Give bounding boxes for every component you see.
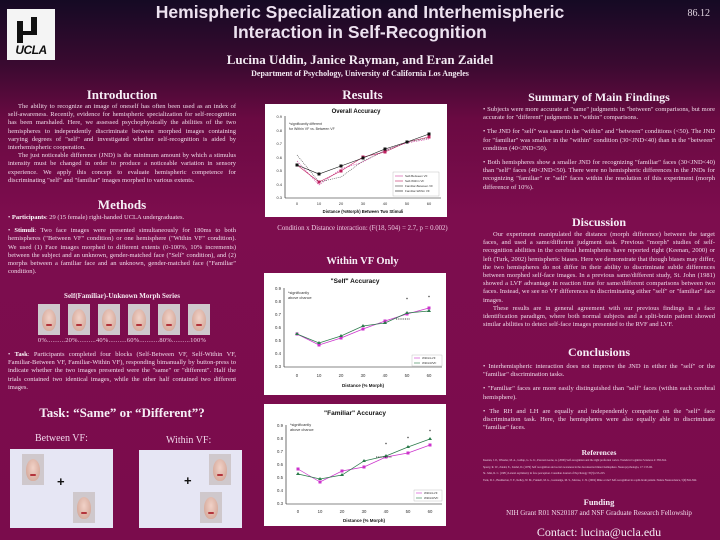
morph-face-100 — [188, 304, 210, 335]
reference-item: Sperry, R. W., Zaidel, E., Zaidel, D. (1979) Self recognition and social awareness in the deconnected minor hemisphere. Neuropsychologia, 17: 153-66. — [483, 465, 653, 469]
svg-text:*significantly different: *significantly different — [289, 122, 323, 126]
svg-text:0.3: 0.3 — [276, 195, 282, 200]
morph-percent-row: 0%..........20%..........40%..........60%...........80%..........100% — [37, 337, 207, 344]
discussion-paragraph: These results are in general agreement with our previous findings in a face identification paradigm, where both normal subjects and a split-brain patient showed similar abilities to detect self-face images presented to the RVF and LVF. — [483, 304, 715, 329]
summary-heading: Summary of Main Findings — [528, 90, 670, 104]
svg-text:Familiar-Within VF: Familiar-Within VF — [405, 189, 430, 193]
chart-title: Overall Accuracy — [331, 109, 381, 115]
overall-accuracy-chart — [265, 104, 447, 217]
conclusion-bullet: • Interhemispheric interaction does not improve the JND in either the "self" or the "familiar" discrimination tasks. — [483, 363, 715, 379]
svg-text:0.8: 0.8 — [276, 128, 282, 133]
svg-text:0: 0 — [296, 509, 300, 514]
svg-text:0.9: 0.9 — [275, 286, 281, 291]
chart-title: "Self" Accuracy — [330, 278, 380, 285]
methods-body — [8, 214, 236, 281]
self-accuracy-plot — [264, 273, 446, 395]
conclusion-bullet-text: "Familiar" faces are more easily distinguished than "self" faces (within each cerebral hemisphere). — [483, 385, 716, 401]
task-text: : Participants completed four blocks (Self-Between VF, Self-Within VF, Familiar-Between VF, Familiar-Within VF), responding bimanually by button-press to indicate whether the two images presented were the "same" or "different". Half the trials contained two identical images, while the other half contained two different images. — [8, 351, 236, 391]
svg-text:0.9: 0.9 — [277, 423, 283, 428]
morph-series-title: Self(Familiar)-Unknown Morph Series — [64, 292, 180, 300]
svg-text:10: 10 — [317, 509, 323, 514]
conclusions-body — [483, 363, 715, 437]
morph-face-0 — [38, 304, 60, 335]
conclusions-heading: Conclusions — [567, 345, 631, 359]
funding-text: NIH Grant R01 NS20187 and NSF Graduate Research Fellowship — [506, 509, 692, 517]
svg-text:Self-Between VF: Self-Between VF — [405, 174, 428, 178]
discussion-body — [483, 231, 715, 329]
references-list — [483, 459, 715, 483]
contact-email[interactable]: Contact: lucina@ucla.edu — [536, 525, 662, 539]
participants-label: Participants — [11, 214, 46, 221]
lower-face — [200, 492, 222, 523]
face-image-icon — [162, 309, 176, 331]
morph-series — [8, 304, 236, 344]
intro-paragraph: The just noticeable difference (JND) is the minimum amount by which a stimulus intensity must be changed in order to produce a noticeable variation in sensory experience. We apply this concept to evaluate hemispheric competence for discriminating "self" and "familiar" images morphed to various extents. — [8, 152, 236, 184]
task-figure-heading: Task: “Same” or “Different”? — [39, 405, 205, 420]
summary-bullet: • Subjects were more accurate at "same" judgments in "between" comparisons, but more accurate for "different" judgments in "within" comparisons. — [483, 106, 715, 122]
svg-text:*significantly: *significantly — [290, 423, 312, 427]
svg-text:30: 30 — [360, 201, 366, 206]
between-vf-panel — [10, 449, 113, 528]
upper-face — [209, 454, 231, 485]
svg-text:Familiar-Between VF: Familiar-Between VF — [405, 184, 434, 188]
summary-bullet-text: The JND for "self" was same in the "within" and "between" conditions (<50). The JND for "familiar" was smaller in the "within" condition (30<JND<40) than in the "between" condition (40<JND<50). — [483, 128, 715, 152]
svg-text:0.8: 0.8 — [277, 436, 283, 441]
svg-text:30: 30 — [361, 509, 367, 514]
logo-text: UCLA — [15, 43, 47, 57]
svg-text:WithinRVF: WithinRVF — [424, 496, 439, 500]
conclusion-bullet: • "Familiar" faces are more easily distinguished than "self" faces (within each cerebral hemisphere). — [483, 385, 716, 401]
svg-text:50: 50 — [404, 373, 410, 378]
svg-text:0.4: 0.4 — [277, 488, 283, 493]
discussion-heading: Discussion — [571, 215, 627, 229]
svg-text:*: * — [384, 443, 388, 448]
face-image-icon — [26, 459, 40, 481]
svg-text:0.5: 0.5 — [277, 475, 283, 480]
familiar-accuracy-plot — [264, 404, 446, 526]
chart-legend — [393, 172, 439, 196]
task-label: Task — [14, 351, 28, 358]
face-image-icon — [132, 309, 146, 331]
interaction-caption: Condition x Distance interaction: (F(18, 504) = 2.7, p = 0.002) — [277, 225, 448, 232]
stimuli-bullet: • Stimuli: Two face images were presented simultaneously for 180ms to both hemispheres ("Between VF" condition) or one hemisphere ("Within VF" condition). We used (1) Face images morphed to different extents (0-100%, 10% increments) between the subject and an unknown, gender-matched face ("Self" condition), and (2) morphs between a familiar face and an unknown, gender-matched face ("Familiar" condition). — [8, 227, 236, 276]
logo-mark-icon — [13, 17, 49, 43]
svg-text:10: 10 — [316, 373, 322, 378]
svg-text:50: 50 — [404, 201, 410, 206]
svg-text:WithinLVF: WithinLVF — [422, 356, 436, 360]
face-image-icon — [77, 497, 91, 519]
face-image-icon — [42, 309, 56, 331]
svg-text:20: 20 — [338, 201, 344, 206]
intro-paragraph: The ability to recognize an image of oneself has often been used as an index of self-awareness. Recently, evidence for hemispheric specialization for self-recognition has been marshaled. Here, we assessed psychophysically the abilities of the two hemispheres to independently discriminate between morphed images containing varying degrees of "self" and investigated whether self-recognition is aided by interhemispheric cooperation. — [8, 103, 236, 152]
introduction-body — [8, 103, 236, 185]
reference-item: Keenan, J. P., Wheeler, M. A., Gallup, G. G. Jr., Pascual-Leone, A. (2000) Self-recognition and the right prefrontal cortex. Trends in Cognitive Sciences 4: 338-344. — [483, 459, 667, 462]
within-vf-heading: Within VF Only — [326, 256, 399, 267]
svg-text:0.3: 0.3 — [275, 364, 281, 369]
within-vf-label: Within VF: — [166, 435, 212, 446]
svg-text:0.7: 0.7 — [276, 141, 282, 146]
svg-text:20: 20 — [339, 509, 345, 514]
svg-text:0.4: 0.4 — [275, 351, 281, 356]
morph-face-60 — [128, 304, 150, 335]
svg-text:*significantly: *significantly — [288, 291, 310, 295]
svg-text:0.5: 0.5 — [276, 168, 282, 173]
svg-text:60: 60 — [426, 201, 432, 206]
summary-bullet: • The JND for "self" was same in the "within" and "between" conditions (<50). The JND for "familiar" was smaller in the "within" condition (30<JND<40) than in the "between" condition (40<JND<50). — [483, 128, 715, 152]
chart-title: "Familiar" Accuracy — [324, 410, 386, 417]
reference-item: St. John, R. C. (1981) Lateral asymmetry in face perception. Canadian Journal of Psychology 35(3):213-223. — [483, 472, 606, 475]
within-vf-panel — [139, 450, 242, 528]
reference-item: Turk, D. J., Heatherton, T. F., Kelley, W. M., Funnell, M. G., Gazzaniga, M. S., Macrae, C. N. (2002) Mike or me? Self-recognition in a split-brain patient. Nature Neuroscience, 5(9):841-842. — [483, 478, 698, 482]
svg-text:0.4: 0.4 — [276, 182, 282, 187]
conclusion-bullet-text: The RH and LH are equally and independently competent on the "self" face discrimination task. Here, the hemispheres were also equally able to discriminate "familiar" faces. — [483, 407, 715, 432]
svg-text:0.7: 0.7 — [277, 449, 283, 454]
stimuli-text: : Two face images were presented simultaneously for 180ms to both hemispheres ("Between VF" condition) or one hemisphere ("Within VF" condition). We used (1) Face images morphed to different extents (0-100%, 10% increments) between the subject and an unknown, gender-matched face ("Self" condition), and (2) morphs between a familiar face and an unknown, gender-matched face ("Familiar" condition). — [8, 227, 236, 276]
task-bullet: • Task: Participants completed four blocks (Self-Between VF, Self-Within VF, Familiar-Between VF, Familiar-Within VF), responding bimanually by button-press to indicate whether the two images presented were the "same" or "different". Half the trials contained two identical images, while the other half contained two different images. — [8, 351, 236, 391]
ucla-logo — [7, 9, 55, 60]
conclusion-bullet-text: Interhemispheric interaction does not improve the JND in either the "self" or the "familiar" discrimination tasks. — [483, 363, 715, 379]
participants-bullet: • Participants: 29 (15 female) right-handed UCLA undergraduates. — [8, 214, 185, 221]
poster-title — [100, 2, 620, 42]
fixation-cross-icon: + — [57, 474, 65, 489]
title-line-1: Hemispheric Specialization and Interhemispheric — [155, 2, 565, 22]
svg-text:20: 20 — [338, 373, 344, 378]
svg-text:0.6: 0.6 — [277, 462, 283, 467]
left-face — [22, 454, 44, 485]
task-description — [8, 351, 236, 397]
svg-text:WithinRVF: WithinRVF — [422, 361, 437, 365]
x-axis-label: Distance (% Morph) — [342, 518, 386, 523]
results-heading: Results — [342, 87, 383, 102]
svg-text:0.6: 0.6 — [275, 325, 281, 330]
svg-text:WithinLVF: WithinLVF — [424, 491, 438, 495]
svg-text:40: 40 — [383, 509, 389, 514]
between-vf-label: Between VF: — [35, 433, 88, 444]
discussion-paragraph: Our experiment manipulated the distance (morph difference) between the target faces, and used a same/different judgment task. Previous "morph" studies of self-recognition abilities in the cerebral hemispheres have reported right (Keenan, 2000) or left (Turk, 2002) hemispheric biases. Here we demonstrate that though biases may differ, the two hemispheres do not differ in their ability to discriminate subtle differences between morphed self-face images. In a previous same/different study, St. John (1981) showed a LVF advantage in reaction time for same/different comparisons between two faces. Instead, we see no VF differences in discriminating either "self" or "familiar" face images. — [483, 231, 715, 304]
svg-text:for Within VF vs. Between VF: for Within VF vs. Between VF — [289, 127, 335, 131]
svg-text:60: 60 — [427, 509, 433, 514]
svg-text:Self-Within VF: Self-Within VF — [405, 179, 425, 183]
morph-face-80 — [158, 304, 180, 335]
summary-body — [483, 106, 715, 197]
svg-text:10: 10 — [316, 201, 322, 206]
participants-text: : 29 (15 female) right-handed UCLA undergraduates. — [45, 214, 185, 221]
svg-text:60: 60 — [426, 373, 432, 378]
funding-heading: Funding — [583, 497, 615, 507]
right-face — [73, 492, 95, 523]
svg-text:*: * — [427, 296, 431, 301]
svg-text:0.6: 0.6 — [276, 155, 282, 160]
svg-text:0.7: 0.7 — [275, 312, 281, 317]
svg-text:*: * — [405, 298, 409, 303]
introduction-heading: Introduction — [86, 87, 158, 102]
face-image-icon — [192, 309, 206, 331]
overall-accuracy-plot — [265, 104, 447, 217]
face-image-icon — [72, 309, 86, 331]
svg-text:40: 40 — [382, 373, 388, 378]
fixation-cross-icon: + — [184, 473, 192, 488]
department: Department of Psychology, University of California Los Angeles — [251, 69, 469, 78]
title-line-2: Interaction in Self-Recognition — [233, 22, 487, 42]
stimuli-label: Stimuli — [14, 227, 35, 235]
svg-text:0: 0 — [295, 201, 299, 206]
conclusion-bullet: • The RH and LH are equally and independently competent on the "self" face discrimination task. Here, the hemispheres were also equally able to discriminate "familiar" faces. — [483, 407, 715, 432]
svg-text:0.9: 0.9 — [276, 114, 282, 119]
chart-legend — [414, 490, 442, 501]
face-image-icon — [204, 497, 218, 519]
summary-bullet-text: Subjects were more accurate at "same" judgments in "between" comparisons, but more accurate for "different" judgments in "within" comparisons. — [483, 106, 715, 122]
svg-text:0.3: 0.3 — [277, 501, 283, 506]
svg-text:0.8: 0.8 — [275, 299, 281, 304]
chart-legend — [412, 355, 442, 366]
face-image-icon — [213, 459, 227, 481]
methods-heading: Methods — [97, 197, 147, 212]
svg-text:0.5: 0.5 — [275, 338, 281, 343]
svg-text:30: 30 — [360, 373, 366, 378]
x-axis-label: Distance (% Morph) — [341, 383, 385, 388]
references-heading: References — [581, 448, 617, 457]
familiar-accuracy-chart — [264, 404, 446, 526]
self-accuracy-chart — [264, 273, 446, 395]
poster-number: 86.12 — [687, 8, 710, 19]
authors: Lucina Uddin, Janice Rayman, and Eran Zaidel — [226, 52, 494, 67]
summary-bullet: • Both hemispheres show a smaller JND for recognizing "familiar" faces (30<JND<40) than "self" faces (40<JND<50). There were no hemispheric differences in the JNDs for recognizing "familiar" or "self" faces within the resolution of this experiment (morph difference of 10%). — [483, 159, 715, 191]
summary-bullet-text: Both hemispheres show a smaller JND for recognizing "familiar" faces (30<JND<40) than "self" faces (40<JND<50). There were no hemispheric differences in the JNDs for recognizing "familiar" or "self" faces within the resolution of this experiment (morph difference of 10%). — [483, 159, 715, 191]
face-image-icon — [102, 309, 116, 331]
svg-text:0: 0 — [295, 373, 299, 378]
x-axis-label: Distance (%Morph) Between Two Stimuli — [322, 209, 404, 214]
svg-text:40: 40 — [382, 201, 388, 206]
svg-text:*: * — [406, 437, 410, 442]
svg-text:above chance: above chance — [290, 428, 314, 432]
morph-face-40 — [98, 304, 120, 335]
svg-text:*: * — [428, 430, 432, 435]
svg-text:50: 50 — [405, 509, 411, 514]
morph-face-20 — [68, 304, 90, 335]
svg-text:above chance: above chance — [288, 296, 312, 300]
